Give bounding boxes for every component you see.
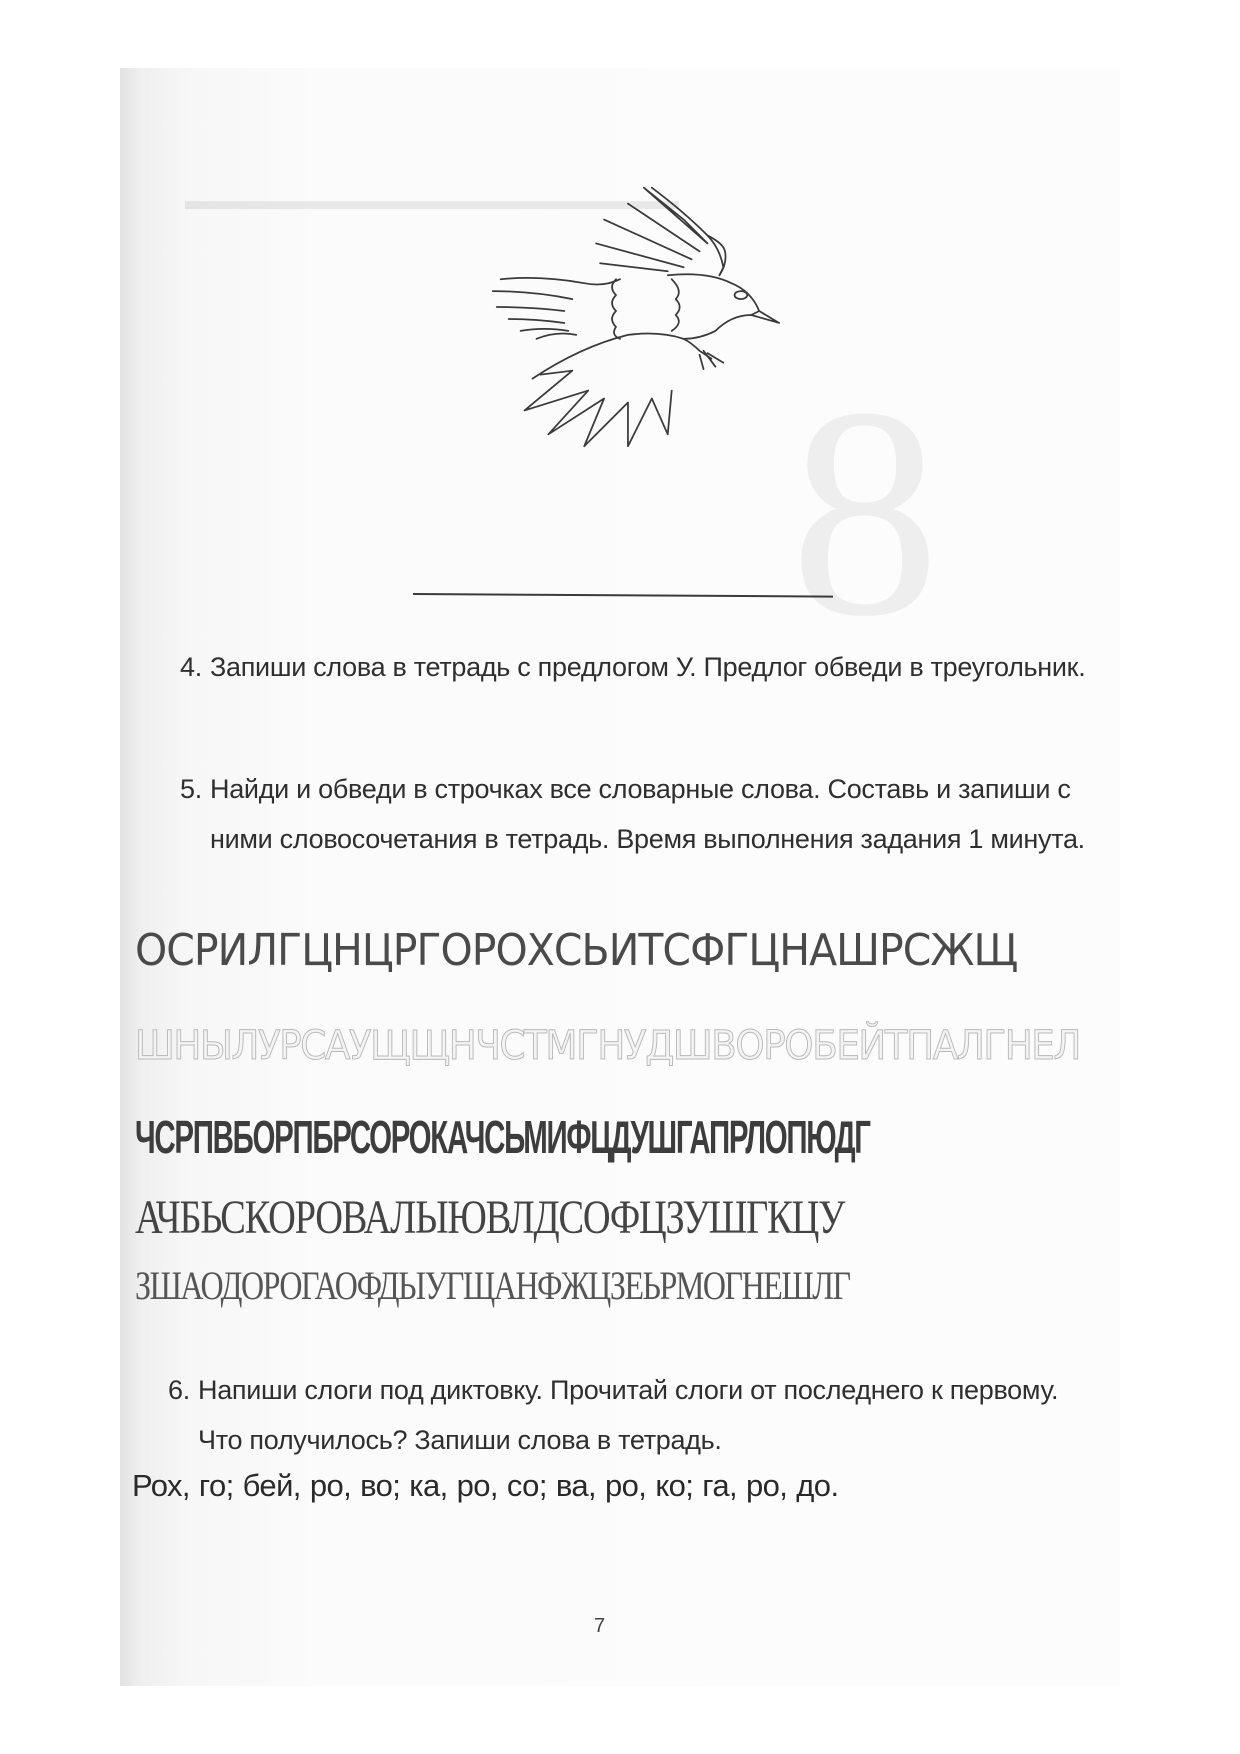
task-text: Напиши слоги под диктовку. Прочитай слоги от последнего к первому. Что получилось? Запиши слова в тетрадь. — [198, 1375, 1059, 1455]
task-text: Запиши слова в тетрадь с предлогом У. Предлог обведи в треугольник. — [210, 652, 1086, 682]
task-number: 6. — [168, 1375, 190, 1405]
letter-row-1: ОСРИЛГЦНЦРГОРОХСЬИТСФГЦНАШРСЖЩ — [135, 925, 1018, 976]
task-6 — [168, 1365, 1098, 1465]
syllables-line: Рох, го; бей, ро, во; ка, ро, со; ва, ро, ко; га, ро, до. — [132, 1468, 839, 1503]
task-4 — [180, 642, 1100, 692]
letter-row-3: ЧСРПВБОРПБРСОРОКАЧСЬМИФЦДУШГАПРЛОПЮДГ — [135, 1111, 870, 1163]
task-number: 5. — [180, 774, 202, 804]
letter-row-2: ШНЫЛУРСАУЩЩНЧСТМГНУДШВОРОБЕЙТПАЛГНЕЛ — [135, 1023, 1080, 1069]
task-5 — [180, 764, 1100, 864]
bleed-through-shape: 8 — [790, 346, 940, 678]
crow-illustration — [445, 140, 795, 490]
letter-row-5: ЗШАОДОРОГАОФДЫУГЩАНФЖЦЗЕЬРМОГНЕШЛГ — [135, 1263, 850, 1308]
task-number: 4. — [180, 652, 202, 682]
bleed-through-text: ▬▬▬▬▬▬▬▬▬▬▬▬▬▬▬▬▬▬▬ — [185, 185, 679, 215]
letter-row-4: АЧБЬСКОРОВАЛЫЮВЛДСОФЦЗУШГКЦУ — [135, 1191, 845, 1244]
task-text: Найди и обведи в строчках все словарные слова. Составь и запиши с ними словосочетания в тетрадь. Время выполнения задания 1 минута. — [210, 774, 1085, 854]
page-number: 7 — [594, 1615, 606, 1637]
